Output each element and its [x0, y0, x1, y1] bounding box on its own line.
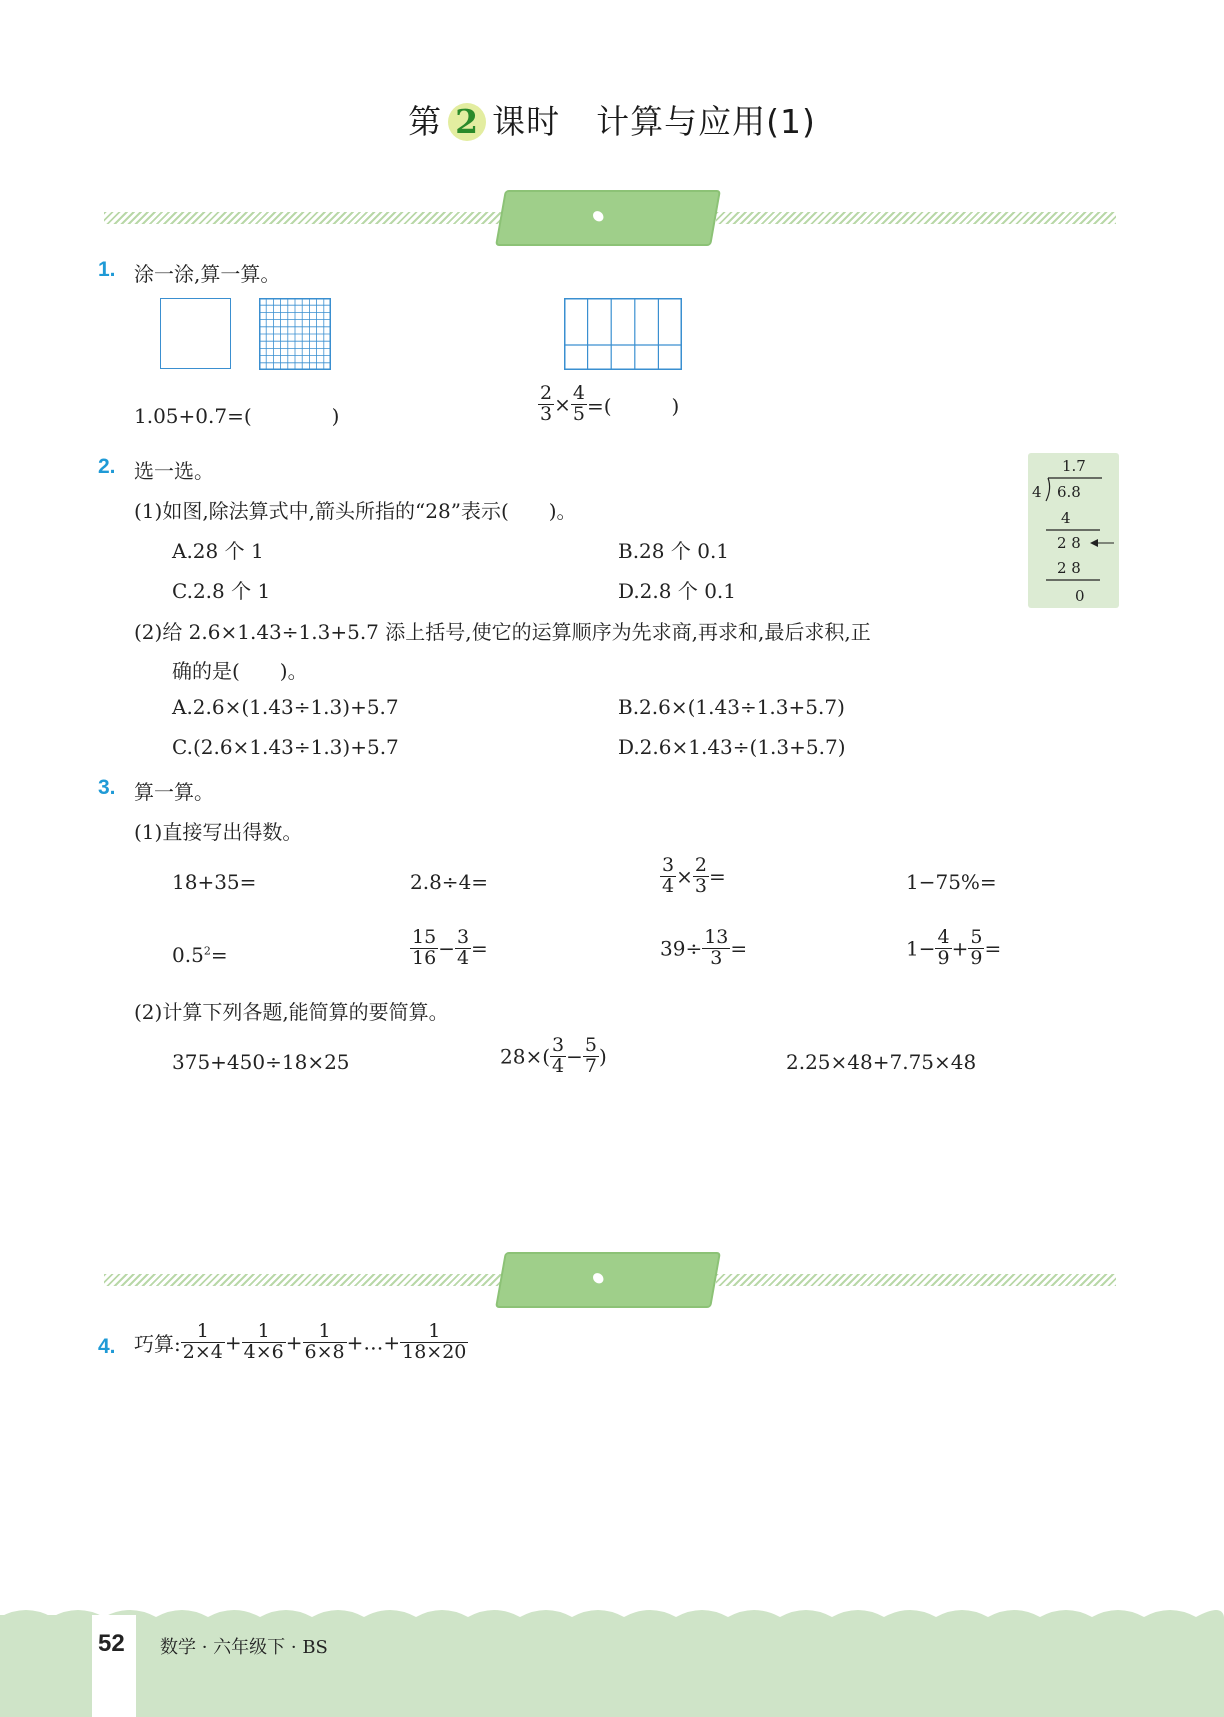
option-b: B.2.6×(1.43÷1.3+5.7) [618, 695, 845, 719]
lesson-number-badge: 2 [448, 103, 486, 141]
oral-calc: 2.8÷4= [410, 870, 489, 894]
question-text: 涂一涂,算一算。 [134, 262, 281, 286]
expression-decimal-add: 1.05+0.7=( ) [134, 404, 340, 428]
subquestion-2: (2)给 2.6×1.43÷1.3+5.7 添上括号,使它的运算顺序为先求商,再求和,最后求积,正 [134, 620, 871, 644]
subquestion-1: (1)如图,除法算式中,箭头所指的“28”表示( )。 [134, 499, 577, 523]
subquestion-2-cont: 确的是( )。 [172, 659, 308, 683]
option-c: C.(2.6×1.43÷1.3)+5.7 [172, 735, 399, 759]
title-main: 计算与应用(1) [596, 102, 816, 141]
footer-band [0, 1605, 1224, 1717]
section-banner-explore: • 探究乐园 • [495, 1252, 721, 1308]
option-a: A.28 个 1 [172, 539, 264, 563]
calc-problem: 375+450÷18×25 [172, 1050, 350, 1074]
subquestion-1: (1)直接写出得数。 [134, 820, 303, 844]
subquestion-2: (2)计算下列各题,能简算的要简算。 [134, 1000, 449, 1024]
fraction: $\frac{2}{3}$ [540, 382, 553, 425]
question-text: 选一选。 [134, 459, 214, 483]
division-step: 4 [1061, 509, 1071, 527]
oral-calc: 18+35= [172, 870, 257, 894]
option-c: C.2.8 个 1 [172, 579, 271, 603]
question-number: 2. [98, 455, 116, 478]
section-banner-basic: • 基础广场 • [495, 190, 721, 246]
division-remainder: 0 [1075, 587, 1085, 605]
long-division-figure [1028, 453, 1119, 608]
option-d: D.2.6×1.43÷(1.3+5.7) [618, 735, 846, 759]
question-number: 4. [98, 1335, 116, 1358]
title-mid: 课时 [492, 102, 561, 141]
calc-problem: 28×( $\frac{3}{4}$ − $\frac{5}{7}$ ) [500, 1034, 607, 1077]
book-info: 数学 · 六年级下 · BS [160, 1637, 328, 1658]
option-a: A.2.6×(1.43÷1.3)+5.7 [172, 695, 399, 719]
division-divisor: 4 [1032, 483, 1042, 501]
option-b: B.28 个 0.1 [618, 539, 730, 563]
section-title-basic: 基础广场 [534, 250, 665, 284]
clever-calc-expression: 巧算: $\frac{1}{2\times 4}$ + $\frac{1}{4\times 6}$ + $\frac{1}{6\times 8}$ +…+ $\frac{1}{18\times 20}$ [134, 1320, 467, 1363]
page-title [0, 96, 1224, 143]
oral-calc: 1− $\frac{4}{9}$ + $\frac{5}{9}$ = [906, 926, 1002, 969]
oral-calc: $0.5^2=$ [172, 943, 228, 967]
question-number: 3. [98, 776, 116, 799]
calc-problem: 2.25×48+7.75×48 [786, 1050, 977, 1074]
fraction: $\frac{4}{5}$ [572, 382, 585, 425]
division-quotient: 1.7 [1062, 457, 1086, 475]
question-text: 算一算。 [134, 780, 214, 804]
arrow-icon [1090, 539, 1098, 547]
oral-calc: $\frac{15}{16}$ − $\frac{3}{4}$ = [412, 926, 488, 969]
division-dividend: 6.8 [1057, 483, 1081, 501]
fraction-grid-5x3 [564, 298, 682, 370]
page-number: 52 [98, 1630, 125, 1657]
option-d: D.2.8 个 0.1 [618, 579, 737, 603]
section-title-explore: 探究乐园 [534, 1312, 665, 1346]
division-step: 2 8 [1057, 559, 1081, 577]
unit-square-empty [160, 298, 231, 369]
oral-calc: 39÷ $\frac{13}{3}$ = [660, 926, 748, 969]
division-lines [1028, 453, 1119, 608]
division-step-pointed: 2 8 [1057, 534, 1081, 552]
hundred-grid [259, 298, 331, 370]
expression-fraction-multiply: $\frac{2}{3}$ × $\frac{4}{5}$ =( ) [540, 382, 680, 425]
oral-calc: 1−75%= [906, 870, 997, 894]
oral-calc: $\frac{3}{4}$ × $\frac{2}{3}$ = [662, 854, 726, 897]
title-prefix: 第 [408, 102, 443, 141]
question-number: 1. [98, 258, 116, 281]
